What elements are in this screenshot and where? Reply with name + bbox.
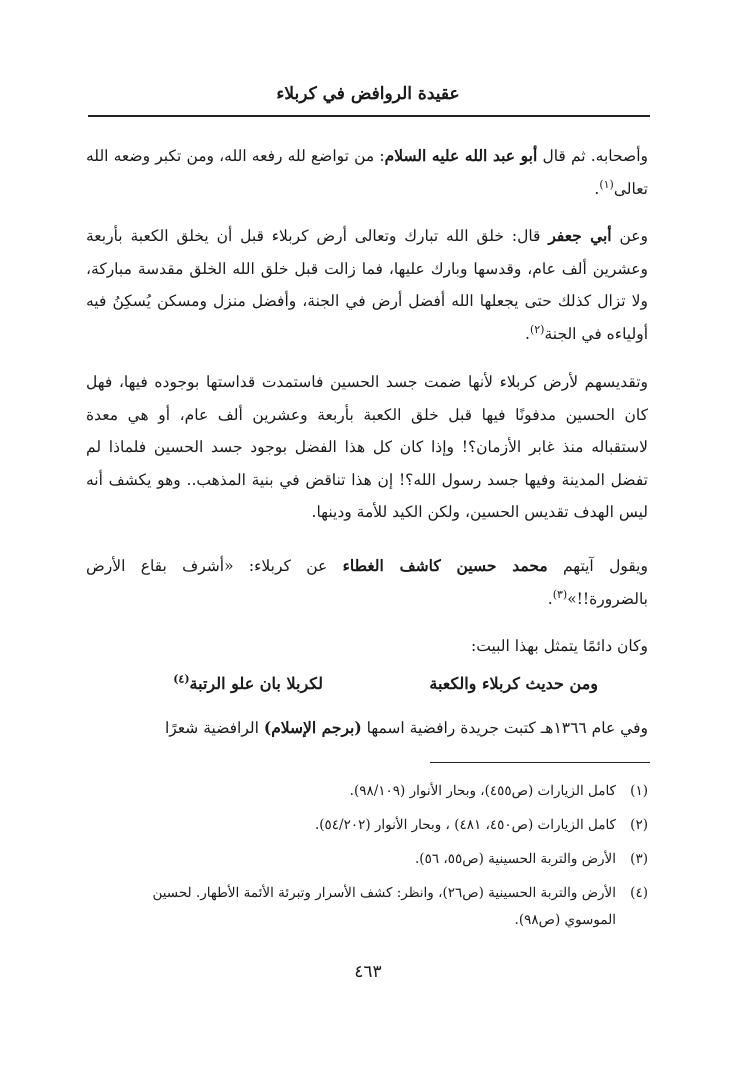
paragraph-1-text-d: . xyxy=(594,179,600,198)
footnote-4-text: الأرض والتربة الحسينية (ص٢٦)، وانظر: كشف الأسرار وتبرئة الأئمة الأطهار. لحسين xyxy=(152,885,616,901)
paragraph-3: وتقديسهم لأرض كربلاء لأنها ضمت جسد الحسين فاستمدت قداستها بوجوده فيها، فهل كان الحسين مدفونًا فيها قبل خلق الكعبة بأربعة وعشرين ألف عام، أو هي معدة لاستقباله منذ غابر الأزمان؟! وإذا كان كل هذا الفضل بوجود جسد الحسين فلماذا لم تفضل المدينة وفيها جسد رسول الله؟! إن هذا تناقض في بنية المذهب.. وهو يكشف أنه ليس الهدف تقديس الحسين، ولكن الكيد للأمة ودينها. xyxy=(86,373,648,521)
running-header-title: عقيدة الروافض في كربلاء xyxy=(276,84,460,104)
paragraph-2-text-c: قال: خلق الله تبارك وتعالى أرض كربلاء قبل أن يخلق الكعبة بأربعة وعشرين ألف عام، وقدسها وبارك عليها، فما زالت قبل خلق الله الخلق مقدسة مباركة، ولا تزال كذلك حتى يجعلها الله أفضل أرض في الجنة، وأفضل منزل ومسكن يُسكِنُ فيه أولياءه في الجنة xyxy=(86,227,648,343)
paragraph-2 xyxy=(86,220,648,350)
footnote-4-continuation: الموسوي (ص٩٨). xyxy=(514,912,616,928)
footnote-3-number: (٣) xyxy=(630,851,648,867)
verse-first-hemistich: ومن حديث كربلاء والكعبة xyxy=(429,674,598,693)
paragraph-1-text-c: : من تواضع لله رفعه الله، ومن تكبر وضعه الله تعالى xyxy=(86,147,648,198)
footnote-ref-1[interactable]: (١) xyxy=(599,177,614,191)
footnote-1-number: (١) xyxy=(630,783,648,799)
paragraph-2-text-a: وعن xyxy=(611,227,648,245)
paragraph-1-text-a: وأصحابه. ثم قال xyxy=(537,147,648,165)
verse-second-hemistich xyxy=(173,674,323,693)
header-divider xyxy=(88,115,650,117)
footnote-1 xyxy=(86,778,648,805)
paragraph-2-speaker: أبي جعفر xyxy=(548,226,612,245)
verse-second-hemistich-text: لكربلا بان علو الرتبة xyxy=(189,674,323,693)
footnote-2-number: (٢) xyxy=(630,817,648,833)
paragraph-1 xyxy=(86,140,648,205)
paragraph-6-newspaper: (برجم الإسلام) xyxy=(263,718,362,737)
footnote-1-text: كامل الزيارات (ص٤٥٥)، وبحار الأنوار (٩٨/١٠٩). xyxy=(349,783,616,799)
page-number: ٤٦٣ xyxy=(354,962,382,982)
footnote-ref-3[interactable]: (٣) xyxy=(552,587,568,601)
paragraph-6-text-c: الرافضية شعرًا xyxy=(164,719,264,737)
footnote-divider xyxy=(430,762,650,763)
footnote-3-text: الأرض والتربة الحسينية (ص٥٥، ٥٦). xyxy=(415,851,616,867)
poetry-verse xyxy=(86,674,648,704)
paragraph-1-speaker: أبو عبد الله عليه السلام xyxy=(384,146,538,165)
footnote-4 xyxy=(86,880,648,934)
paragraph-5: وكان دائمًا يتمثل بهذا البيت: xyxy=(471,637,648,655)
paragraph-4-text-c: عن كربلاء: «أشرف بقاع الأرض بالضرورة!!» xyxy=(86,557,648,608)
paragraph-6 xyxy=(86,712,648,745)
paragraph-4 xyxy=(86,550,648,615)
footnote-4-number: (٤) xyxy=(630,885,648,901)
paragraph-4-name: محمد حسين كاشف الغطاء xyxy=(342,556,548,575)
footnote-2-text: كامل الزيارات (ص٤٥٠، ٤٨١) ، وبحار الأنوار (٥٤/٢٠٢). xyxy=(314,817,616,833)
footnote-ref-2[interactable]: (٢) xyxy=(529,322,545,336)
paragraph-2-text-d: . xyxy=(525,324,530,343)
footnote-3 xyxy=(86,846,648,873)
footnote-ref-4[interactable]: (٤) xyxy=(173,672,190,686)
paragraph-6-text-a: وفي عام ١٣٦٦هـ كتبت جريدة رافضية اسمها xyxy=(361,719,648,737)
paragraph-4-text-a: ويقول آيتهم xyxy=(547,557,648,575)
footnote-2 xyxy=(86,812,648,839)
paragraph-4-text-d: . xyxy=(547,589,553,608)
